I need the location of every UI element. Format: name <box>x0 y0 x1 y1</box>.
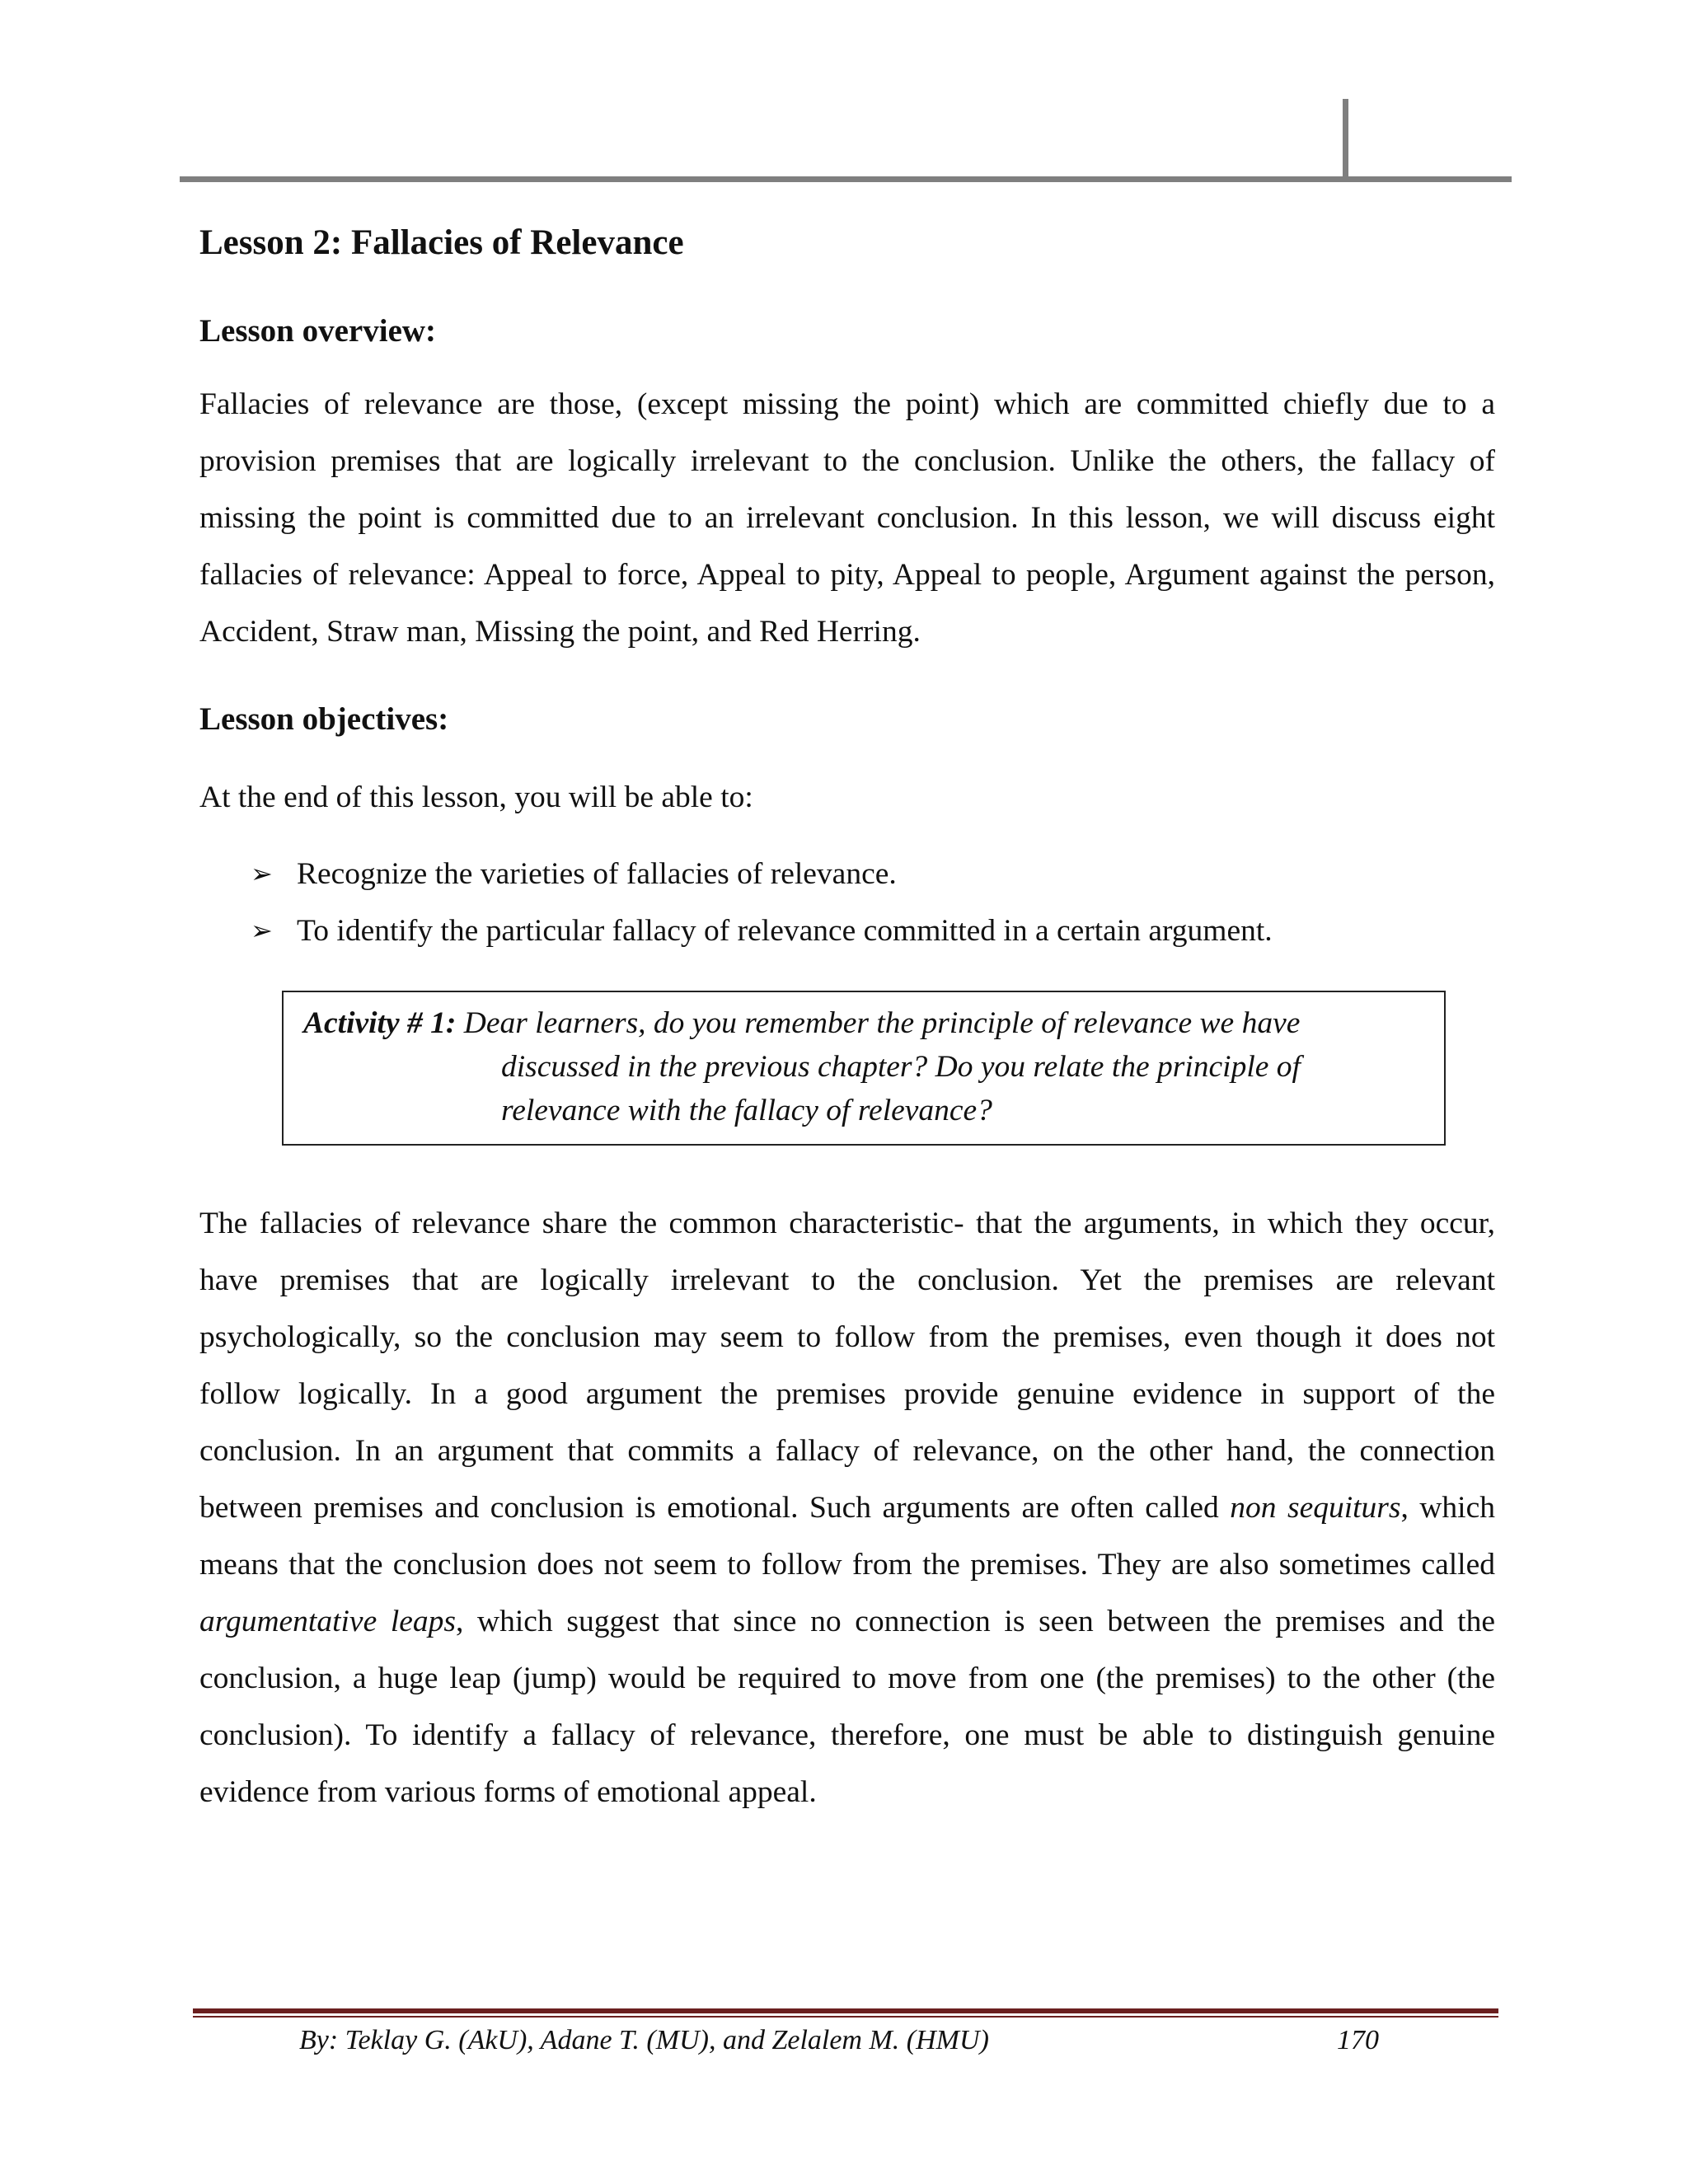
activity-line-3: relevance with the fallacy of relevance? <box>501 1094 992 1127</box>
objective-text: To identify the particular fallacy of relevance committed in a certain argument. <box>297 914 1273 948</box>
page-content <box>199 214 1495 1821</box>
overview-heading: Lesson overview: <box>199 313 437 349</box>
arrow-bullet-icon: ➢ <box>251 915 273 946</box>
objectives-list <box>199 846 1495 959</box>
body-text-2: , which means that the conclusion does not seem to follow from the premises. They are also sometimes called <box>199 1491 1495 1582</box>
overview-paragraph: Fallacies of relevance are those, (except missing the point) which are committed chiefly due to a provision premises that are logically irrelevant to the conclusion. Unlike the others, the fallacy of missing the point is committed due to an irrelevant conclusion. In this lesson, we will discuss eight fallacies of relevance: Appeal to force, Appeal to pity, Appeal to people, Argument against the person, Accident, Straw man, Missing the point, and Red Herring. <box>199 387 1495 649</box>
activity-text-1: Dear learners, do you remember the principle of relevance we have <box>463 1006 1301 1040</box>
footer-rule-thick <box>193 2008 1498 2013</box>
activity-box <box>282 991 1446 1146</box>
body-text-1: The fallacies of relevance share the common characteristic- that the arguments, in which they occur, have premises that are logically irrelevant to the conclusion. Yet the premises are relevant psychologically, so the conclusion may seem to follow from the premises, even though it does not follow logically. In a good argument the premises provide genuine evidence in support of the conclusion. In an argument that commits a fallacy of relevance, on the other hand, the connection between premises and conclusion is emotional. Such arguments are often called <box>199 1207 1495 1525</box>
objectives-intro: At the end of this lesson, you will be able to: <box>199 780 753 814</box>
activity-label: Activity # 1: <box>303 1006 457 1040</box>
body-text-3: , which suggest that since no connection is seen between the premises and the conclusion, a huge leap (jump) would be required to move from one (the premises) to the other (the conclusion). To identify a fallacy of relevance, therefore, one must be able to distinguish genuine evidence from various forms of emotional appeal. <box>199 1605 1495 1809</box>
header-tick <box>1343 99 1348 180</box>
term-argumentative-leaps: argumentative leaps <box>199 1605 457 1638</box>
objective-item <box>251 902 1495 959</box>
lesson-title: Lesson 2: Fallacies of Relevance <box>199 223 684 262</box>
body-paragraph <box>199 1195 1495 1821</box>
objective-text: Recognize the varieties of fallacies of relevance. <box>297 857 897 891</box>
term-non-sequiturs: non sequiturs <box>1230 1491 1401 1525</box>
page-number: 170 <box>1337 2025 1379 2055</box>
footer-authors: By: Teklay G. (AkU), Adane T. (MU), and Zelalem M. (HMU) <box>299 2025 989 2055</box>
header-rule <box>180 176 1512 182</box>
arrow-bullet-icon: ➢ <box>251 858 273 889</box>
activity-line-2: discussed in the previous chapter? Do you relate the principle of <box>501 1050 1301 1084</box>
objective-item <box>251 846 1495 902</box>
activity-line-1 <box>303 1001 1428 1045</box>
objectives-heading: Lesson objectives: <box>199 701 449 737</box>
